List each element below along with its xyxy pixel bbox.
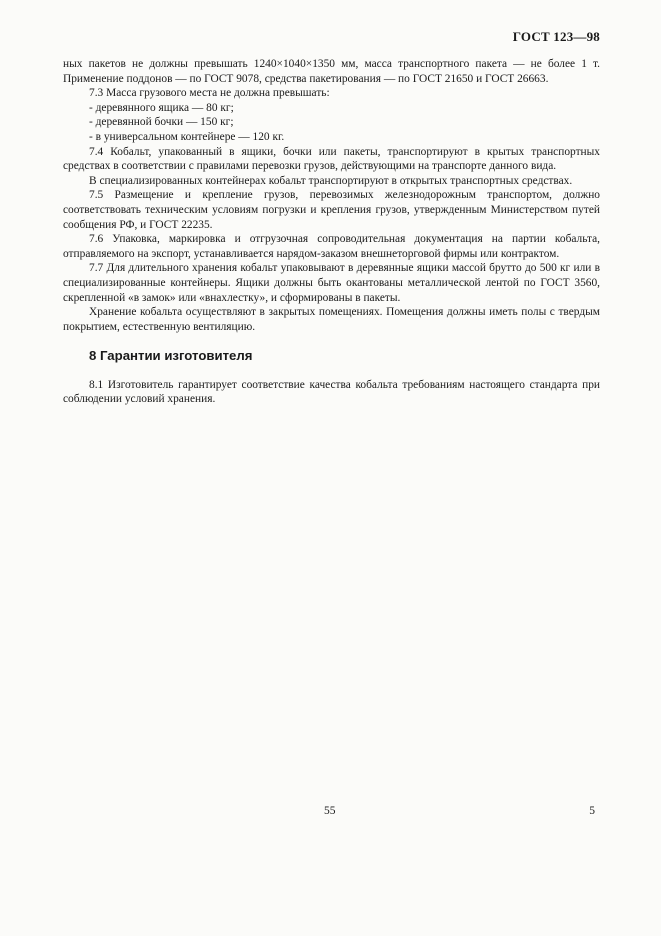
list-item-container: - в универсальном контейнере — 120 кг.	[89, 130, 285, 143]
paragraph-7-5: 7.5 Размещение и крепление грузов, перевозимых железнодорожным транспортом, должно соответствовать техническим условиям погрузки и крепления грузов, утвержденным Министерством путей сообщения РФ, и ГОСТ 22235.	[63, 189, 600, 231]
paragraph-7-4: 7.4 Кобальт, упакованный в ящики, бочки или пакеты, транспортируют в крытых транспортных средствах в соответствии с правилами перевозки грузов, действующими на транспорте данного вида.	[63, 145, 600, 173]
paragraph-storage: Хранение кобальта осуществляют в закрытых помещениях. Помещения должны иметь полы с твердым покрытием, естественную вентиляцию.	[63, 306, 600, 333]
paragraph-7-3: 7.3 Масса грузового места не должна превышать:	[89, 87, 330, 100]
section-8-title: 8 Гарантии изготовителя	[89, 348, 253, 364]
paragraph-8-1: 8.1 Изготовитель гарантирует соответствие качества кобальта требованиям настоящего стандарта при соблюдении условий хранения.	[63, 378, 600, 406]
page-number-right: 5	[589, 805, 595, 817]
paragraph-7-6: 7.6 Упаковка, маркировка и отгрузочная сопроводительная документация на партии кобальта, отправляемого на экспорт, устанавливается нарядом-заказом внешнеторговой фирмы или контрактом.	[63, 233, 600, 260]
paragraph-7-7: 7.7 Для длительного хранения кобальт упаковывают в деревянные ящики массой брутто до 500 кг или в специализированные контейнеры. Ящики должны быть окантованы металлической лентой по ГОСТ 3560, скрепленной «в замок» или «внахлестку», и сформированы в пакеты.	[63, 262, 600, 304]
paragraph-containers: В специализированных контейнерах кобальт транспортируют в открытых транспортных средствах.	[89, 174, 573, 187]
list-item-wooden-box: - деревянного ящика — 80 кг;	[89, 101, 234, 114]
paragraph-continuation: ных пакетов не должны превышать 1240×1040×1350 мм, масса транспортного пакета — не более 1 т. Применение поддонов — по ГОСТ 9078, средства пакетирования — по ГОСТ 21650 и ГОСТ 26663.	[63, 58, 600, 85]
list-item-wooden-barrel: - деревянной бочки — 150 кг;	[89, 116, 234, 129]
document-body	[63, 57, 600, 407]
page-number-center: 55	[324, 805, 336, 817]
document-code-header: ГОСТ 123—98	[512, 29, 600, 44]
